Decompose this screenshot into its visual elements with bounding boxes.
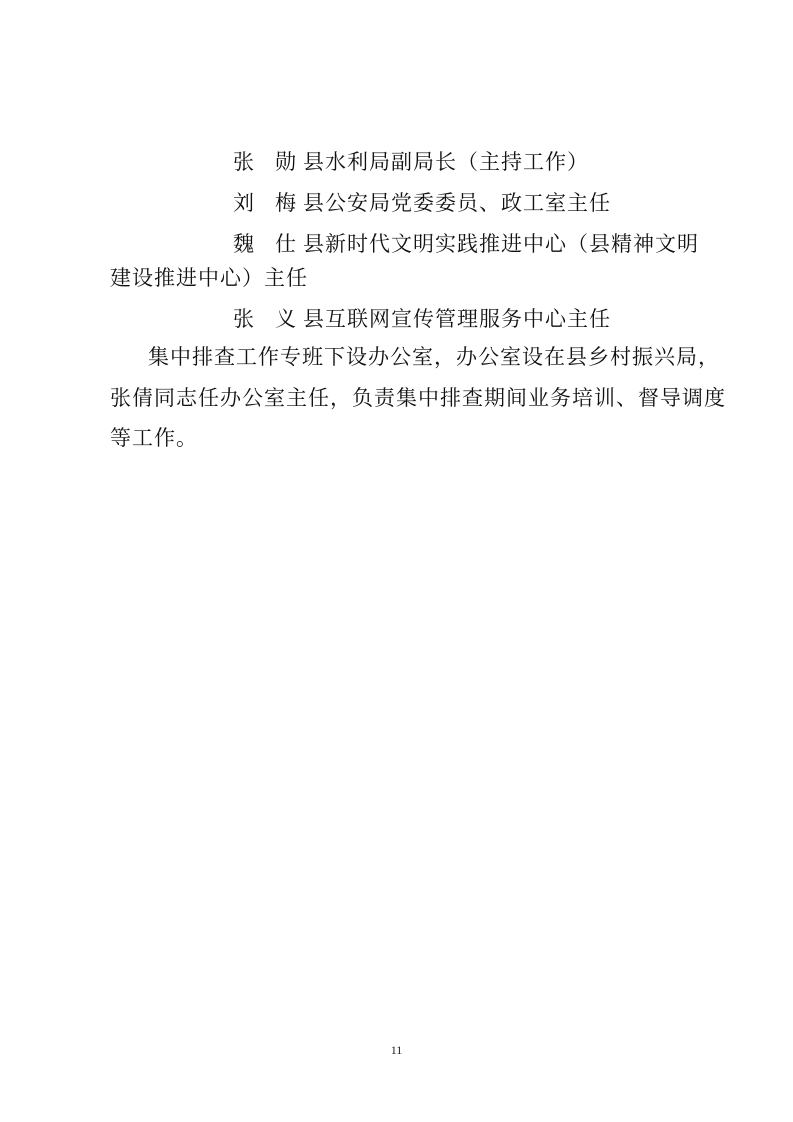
member-title: 县公安局党委委员、政工室主任 [303,191,611,215]
member-title: 县互联网宣传管理服务中心主任 [303,307,611,331]
member-title-line1: 县新时代文明实践推进中心（县精神文明 [303,232,699,256]
member-title: 县水利局副局长（主持工作） [303,150,589,174]
member-name: 刘 梅 [233,191,296,215]
member-row-zhang-yi [233,305,611,333]
member-title-continuation [110,264,308,292]
member-name: 魏 仕 [233,232,296,256]
member-name: 张 勋 [233,150,296,174]
member-row-liu-mei [233,189,611,217]
member-row-wei-shi [233,230,699,258]
page-number: 11 [390,1043,403,1057]
member-title-line2: 建设推进中心）主任 [110,266,308,290]
member-row-zhang-xun [233,148,589,176]
paragraph-line: 张倩同志任办公室主任，负责集中排查期间业务培训、督导调度 [110,386,726,410]
paragraph-line: 集中排查工作专班下设办公室，办公室设在县乡村振兴局， [148,345,720,369]
paragraph-line: 等工作。 [110,426,198,450]
member-name: 张 义 [233,307,296,331]
